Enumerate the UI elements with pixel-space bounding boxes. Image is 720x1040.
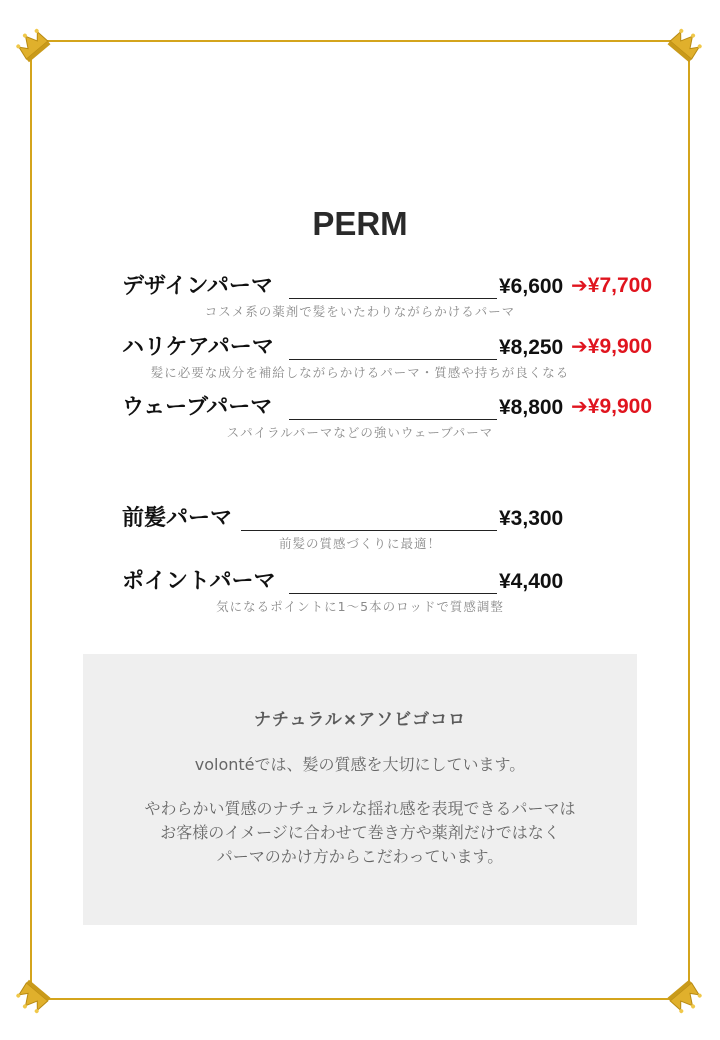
page-title: PERM bbox=[312, 205, 408, 242]
menu-item-name: ポイントパーマ bbox=[122, 569, 276, 594]
frame-top-border bbox=[44, 40, 676, 42]
info-box-line: お客様のイメージに合わせて巻き方や薬剤だけではなく bbox=[160, 823, 560, 842]
crown-icon bbox=[12, 24, 52, 64]
menu-item-price: ¥8,800 bbox=[499, 396, 564, 419]
info-box-line: パーマのかけ方からこだわっています。 bbox=[216, 847, 504, 866]
new-price-value: ¥7,700 bbox=[587, 274, 652, 297]
leader-line bbox=[289, 419, 497, 420]
menu-item-price: ¥4,400 bbox=[499, 570, 564, 593]
menu-item-name: ハリケアパーマ bbox=[122, 335, 274, 360]
menu-item bbox=[0, 505, 720, 565]
menu-item-name: ウェーブパーマ bbox=[122, 395, 273, 420]
menu-item-description: 髪に必要な成分を補給しながらかけるパーマ・質感や持ちが良くなる bbox=[150, 365, 570, 380]
right-arrow-icon: ➔ bbox=[571, 394, 588, 418]
menu-item-name: 前髪パーマ bbox=[122, 506, 233, 531]
menu-item bbox=[0, 273, 720, 333]
info-box-heading: ナチュラル×アソビゴコロ bbox=[253, 710, 467, 730]
menu-item bbox=[0, 568, 720, 628]
info-box-line: やわらかい質感のナチュラルな揺れ感を表現できるパーマは bbox=[144, 799, 576, 818]
leader-line bbox=[241, 530, 497, 531]
right-arrow-icon: ➔ bbox=[571, 334, 588, 358]
menu-item-new-price bbox=[571, 332, 652, 361]
info-box bbox=[83, 654, 637, 925]
leader-line bbox=[289, 593, 497, 594]
crown-icon bbox=[666, 978, 706, 1018]
menu-item-description: スパイラルパーマなどの強いウェーブパーマ bbox=[226, 425, 494, 440]
menu-item-description: 前髪の質感づくりに最適！ bbox=[278, 536, 441, 551]
menu-item bbox=[0, 334, 720, 394]
info-box-intro: volontéでは、髪の質感を大切にしています。 bbox=[194, 755, 526, 774]
menu-item-new-price bbox=[571, 392, 652, 421]
frame-bottom-border bbox=[44, 998, 676, 1000]
menu-item-description: 気になるポイントに1〜5本のロッドで質感調整 bbox=[216, 599, 504, 614]
right-arrow-icon: ➔ bbox=[571, 273, 588, 297]
menu-item-new-price bbox=[571, 271, 652, 300]
crown-icon bbox=[666, 24, 706, 64]
menu-item-price: ¥6,600 bbox=[499, 275, 564, 298]
new-price-value: ¥9,900 bbox=[587, 395, 652, 418]
crown-icon bbox=[12, 978, 52, 1018]
leader-line bbox=[289, 298, 497, 299]
menu-item-name: デザインパーマ bbox=[122, 274, 273, 299]
menu-item bbox=[0, 394, 720, 454]
menu-item-price: ¥3,300 bbox=[499, 507, 564, 530]
new-price-value: ¥9,900 bbox=[587, 335, 652, 358]
leader-line bbox=[289, 359, 497, 360]
menu-item-price: ¥8,250 bbox=[499, 336, 564, 359]
menu-item-description: コスメ系の薬剤で髪をいたわりながらかけるパーマ bbox=[204, 304, 516, 319]
